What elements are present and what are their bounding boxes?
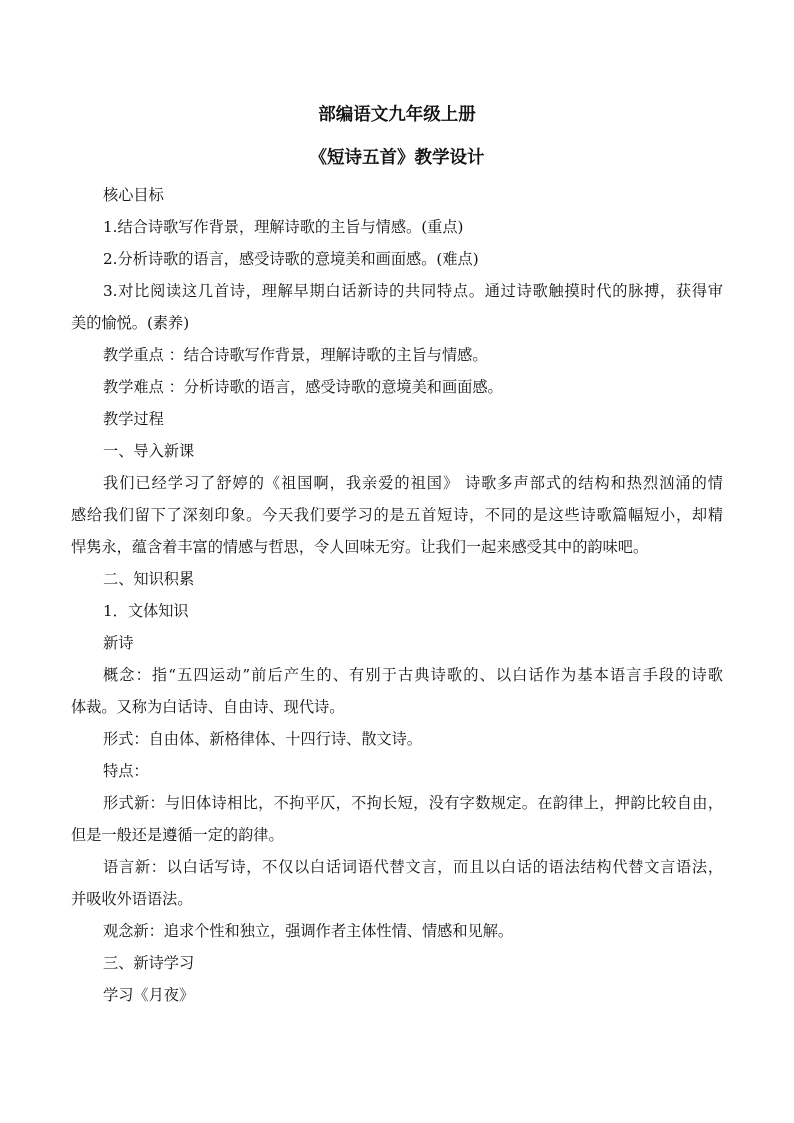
section-heading-introduction: 一、导入新课 <box>103 442 195 460</box>
goal-item-3: 3.对比阅读这几首诗，理解早期白话新诗的共同特点。通过诗歌触摸时代的脉搏，获得审 <box>103 282 723 300</box>
intro-paragraph-line-3: 悍隽永，蕴含着丰富的情感与哲思，令人回味无穷。让我们一起来感受其中的韵味吧。 <box>71 538 649 556</box>
intro-paragraph-line-1: 我们已经学习了舒婷的《祖国啊，我亲爱的祖国》 诗歌多声部式的结构和热烈汹涌的情 <box>103 474 723 492</box>
document-subtitle: 《短诗五首》教学设计 <box>309 148 485 168</box>
study-moon-night-heading: 学习《月夜》 <box>103 986 195 1004</box>
subheading-genre-knowledge: 1．文体知识 <box>103 602 189 620</box>
feature-language-line-2: 并吸收外语语法。 <box>71 890 193 908</box>
teaching-difficulty: 教学难点 ：分析诗歌的语言，感受诗歌的意境美和画面感。 <box>103 378 503 396</box>
feature-language-line-1: 语言新：以白话写诗，不仅以白话词语代替文言，而且以白话的语法结构代替文言语法， <box>103 858 723 876</box>
feature-form-line-2: 但是一般还是遵循一定的韵律。 <box>71 826 284 844</box>
section-heading-core-goals: 核心目标 <box>103 186 164 204</box>
goal-item-2: 2.分析诗歌的语言，感受诗歌的意境美和画面感。(难点) <box>103 250 479 268</box>
section-heading-new-poetry-study: 三、新诗学习 <box>103 954 195 972</box>
term-new-poetry: 新诗 <box>103 634 134 652</box>
concept-line-2: 体裁。又称为白话诗、自由诗、现代诗。 <box>71 698 345 716</box>
goal-item-3-continued: 美的愉悦。(素养) <box>71 314 190 332</box>
section-heading-teaching-process: 教学过程 <box>103 410 164 428</box>
goal-item-1: 1.结合诗歌写作背景，理解诗歌的主旨与情感。(重点) <box>103 218 464 236</box>
concept-line-1: 概念：指“五四运动”前后产生的、有别于古典诗歌的、以白话作为基本语言手段的诗歌 <box>103 666 723 684</box>
form-line: 形式：自由体、新格律体、十四行诗、散文诗。 <box>103 730 422 748</box>
teaching-focus: 教学重点 ：结合诗歌写作背景，理解诗歌的主旨与情感。 <box>103 346 488 364</box>
intro-paragraph-line-2: 感给我们留下了深刻印象。今天我们要学习的是五首短诗，不同的是这些诗歌篇幅短小，却精 <box>71 506 723 524</box>
feature-concept-line: 观念新：追求个性和独立，强调作者主体性情、情感和见解。 <box>103 922 514 940</box>
document-title: 部编语文九年级上册 <box>318 105 476 125</box>
feature-form-line-1: 形式新：与旧体诗相比，不拘平仄，不拘长短，没有字数规定。在韵律上，押韵比较自由， <box>103 794 723 812</box>
section-heading-knowledge: 二、知识积累 <box>103 570 195 588</box>
features-heading: 特点： <box>103 762 149 780</box>
